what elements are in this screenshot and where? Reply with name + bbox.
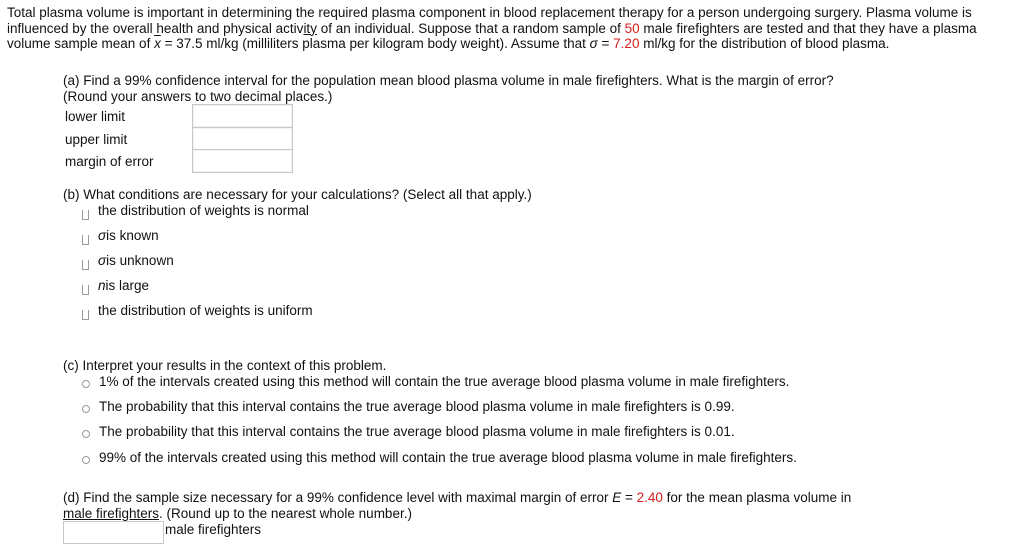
interpretation-label-4: 99% of the intervals created using this method will contain the true average blood plasma volume in male firefighters. [99, 449, 797, 465]
checkbox-sigma-unknown[interactable] [82, 260, 89, 270]
part-a-question [63, 73, 834, 104]
interpretation-option-3[interactable] [82, 423, 735, 439]
condition-sigma-unknown-label: is unknown [106, 252, 174, 268]
xbar-symbol: $\overline{x}$ [154, 36, 161, 51]
checkbox-sigma-known[interactable] [82, 235, 89, 245]
interpretation-label-1: 1% of the intervals created using this method will contain the true average blood plasma volume in male firefighters. [99, 373, 790, 389]
part-b-question: (b) What conditions are necessary for your calculations? (Select all that apply.) [63, 187, 532, 202]
interpretation-option-1[interactable] [82, 373, 789, 389]
sample-size-value: 50 [624, 20, 640, 36]
condition-n-large-label: is large [105, 277, 150, 293]
intro-text-2: male firefighters are tested and that they have a plasma volume sample mean of [7, 20, 977, 51]
margin-of-error-input[interactable] [192, 149, 293, 173]
condition-n-large-option[interactable] [82, 277, 149, 293]
intro-equals: = [597, 36, 614, 51]
checkbox-normal[interactable] [82, 210, 89, 220]
part-d-text-1: (d) Find the sample size necessary for a 99% confidence level with maximal margin of error [63, 490, 613, 505]
part-a-question-line2: (Round your answers to two decimal places.) [63, 88, 333, 104]
part-c-question: (c) Interpret your results in the context of this problem. [63, 358, 387, 373]
intro-text-1b: of an individual. Suppose that a random sample of [316, 20, 625, 36]
condition-sigma-known-label: is known [106, 227, 159, 243]
part-d-question [63, 490, 1013, 521]
lower-limit-label: lower limit [65, 109, 126, 124]
sigma-symbol-unknown: σ [98, 252, 107, 268]
condition-normal-option[interactable] [82, 202, 309, 218]
part-d-text-3: . (Round up to the nearest whole number.) [159, 505, 412, 521]
part-d-text-2: for the mean plasma volume in [662, 490, 852, 505]
interpretation-option-4[interactable] [82, 449, 797, 465]
interpretation-label-3: The probability that this interval contains the true average blood plasma volume in male firefighters is 0.01. [99, 423, 735, 439]
margin-of-error-label: margin of error [65, 154, 154, 169]
lower-limit-input[interactable] [192, 104, 293, 128]
condition-sigma-known-option[interactable] [82, 227, 159, 243]
checkbox-n-large[interactable] [82, 285, 89, 295]
upper-limit-input[interactable] [192, 127, 293, 151]
upper-limit-label: upper limit [65, 132, 128, 147]
condition-sigma-unknown-option[interactable] [82, 252, 174, 268]
intro-text-3: = 37.5 ml/kg (milliliters plasma per kilogram body weight). Assume that [160, 36, 590, 51]
sigma-symbol-known: σ [98, 227, 107, 243]
n-symbol: n [98, 277, 106, 293]
part-d-underlined: male firefighters [63, 505, 160, 521]
e-symbol: E [612, 490, 622, 505]
radio-interpretation-1[interactable] [82, 380, 90, 388]
condition-normal-label: the distribution of weights is normal [98, 202, 309, 218]
sigma-value: 7.20 [613, 36, 640, 51]
intro-text-1: Total plasma volume is important in determining the required plasma component in blood replacement therapy for a person undergoing surgery. Plasma volume is influenced by the overall health and physical activ [7, 5, 972, 36]
sigma-symbol: σ [589, 36, 598, 51]
intro-text-4: ml/kg for the distribution of blood plasma. [639, 36, 890, 51]
condition-uniform-option[interactable] [82, 302, 313, 318]
margin-value: 2.40 [636, 490, 663, 505]
intro-text-underlined: ity [303, 20, 317, 36]
part-d-equals: = [621, 490, 637, 505]
interpretation-option-2[interactable] [82, 398, 735, 414]
sample-size-input[interactable] [63, 521, 164, 544]
problem-statement [7, 5, 1012, 52]
part-a-question-line1: (a) Find a 99% confidence interval for the population mean blood plasma volume in male firefighters. What is the margin of error? [63, 73, 834, 88]
checkbox-uniform[interactable] [82, 310, 89, 320]
radio-interpretation-3[interactable] [82, 430, 90, 438]
radio-interpretation-2[interactable] [82, 405, 90, 413]
interpretation-label-2: The probability that this interval contains the true average blood plasma volume in male firefighters is 0.99. [99, 398, 735, 414]
sample-size-unit-label: male firefighters [165, 522, 262, 537]
radio-interpretation-4[interactable] [82, 456, 90, 464]
condition-uniform-label: the distribution of weights is uniform [98, 302, 313, 318]
